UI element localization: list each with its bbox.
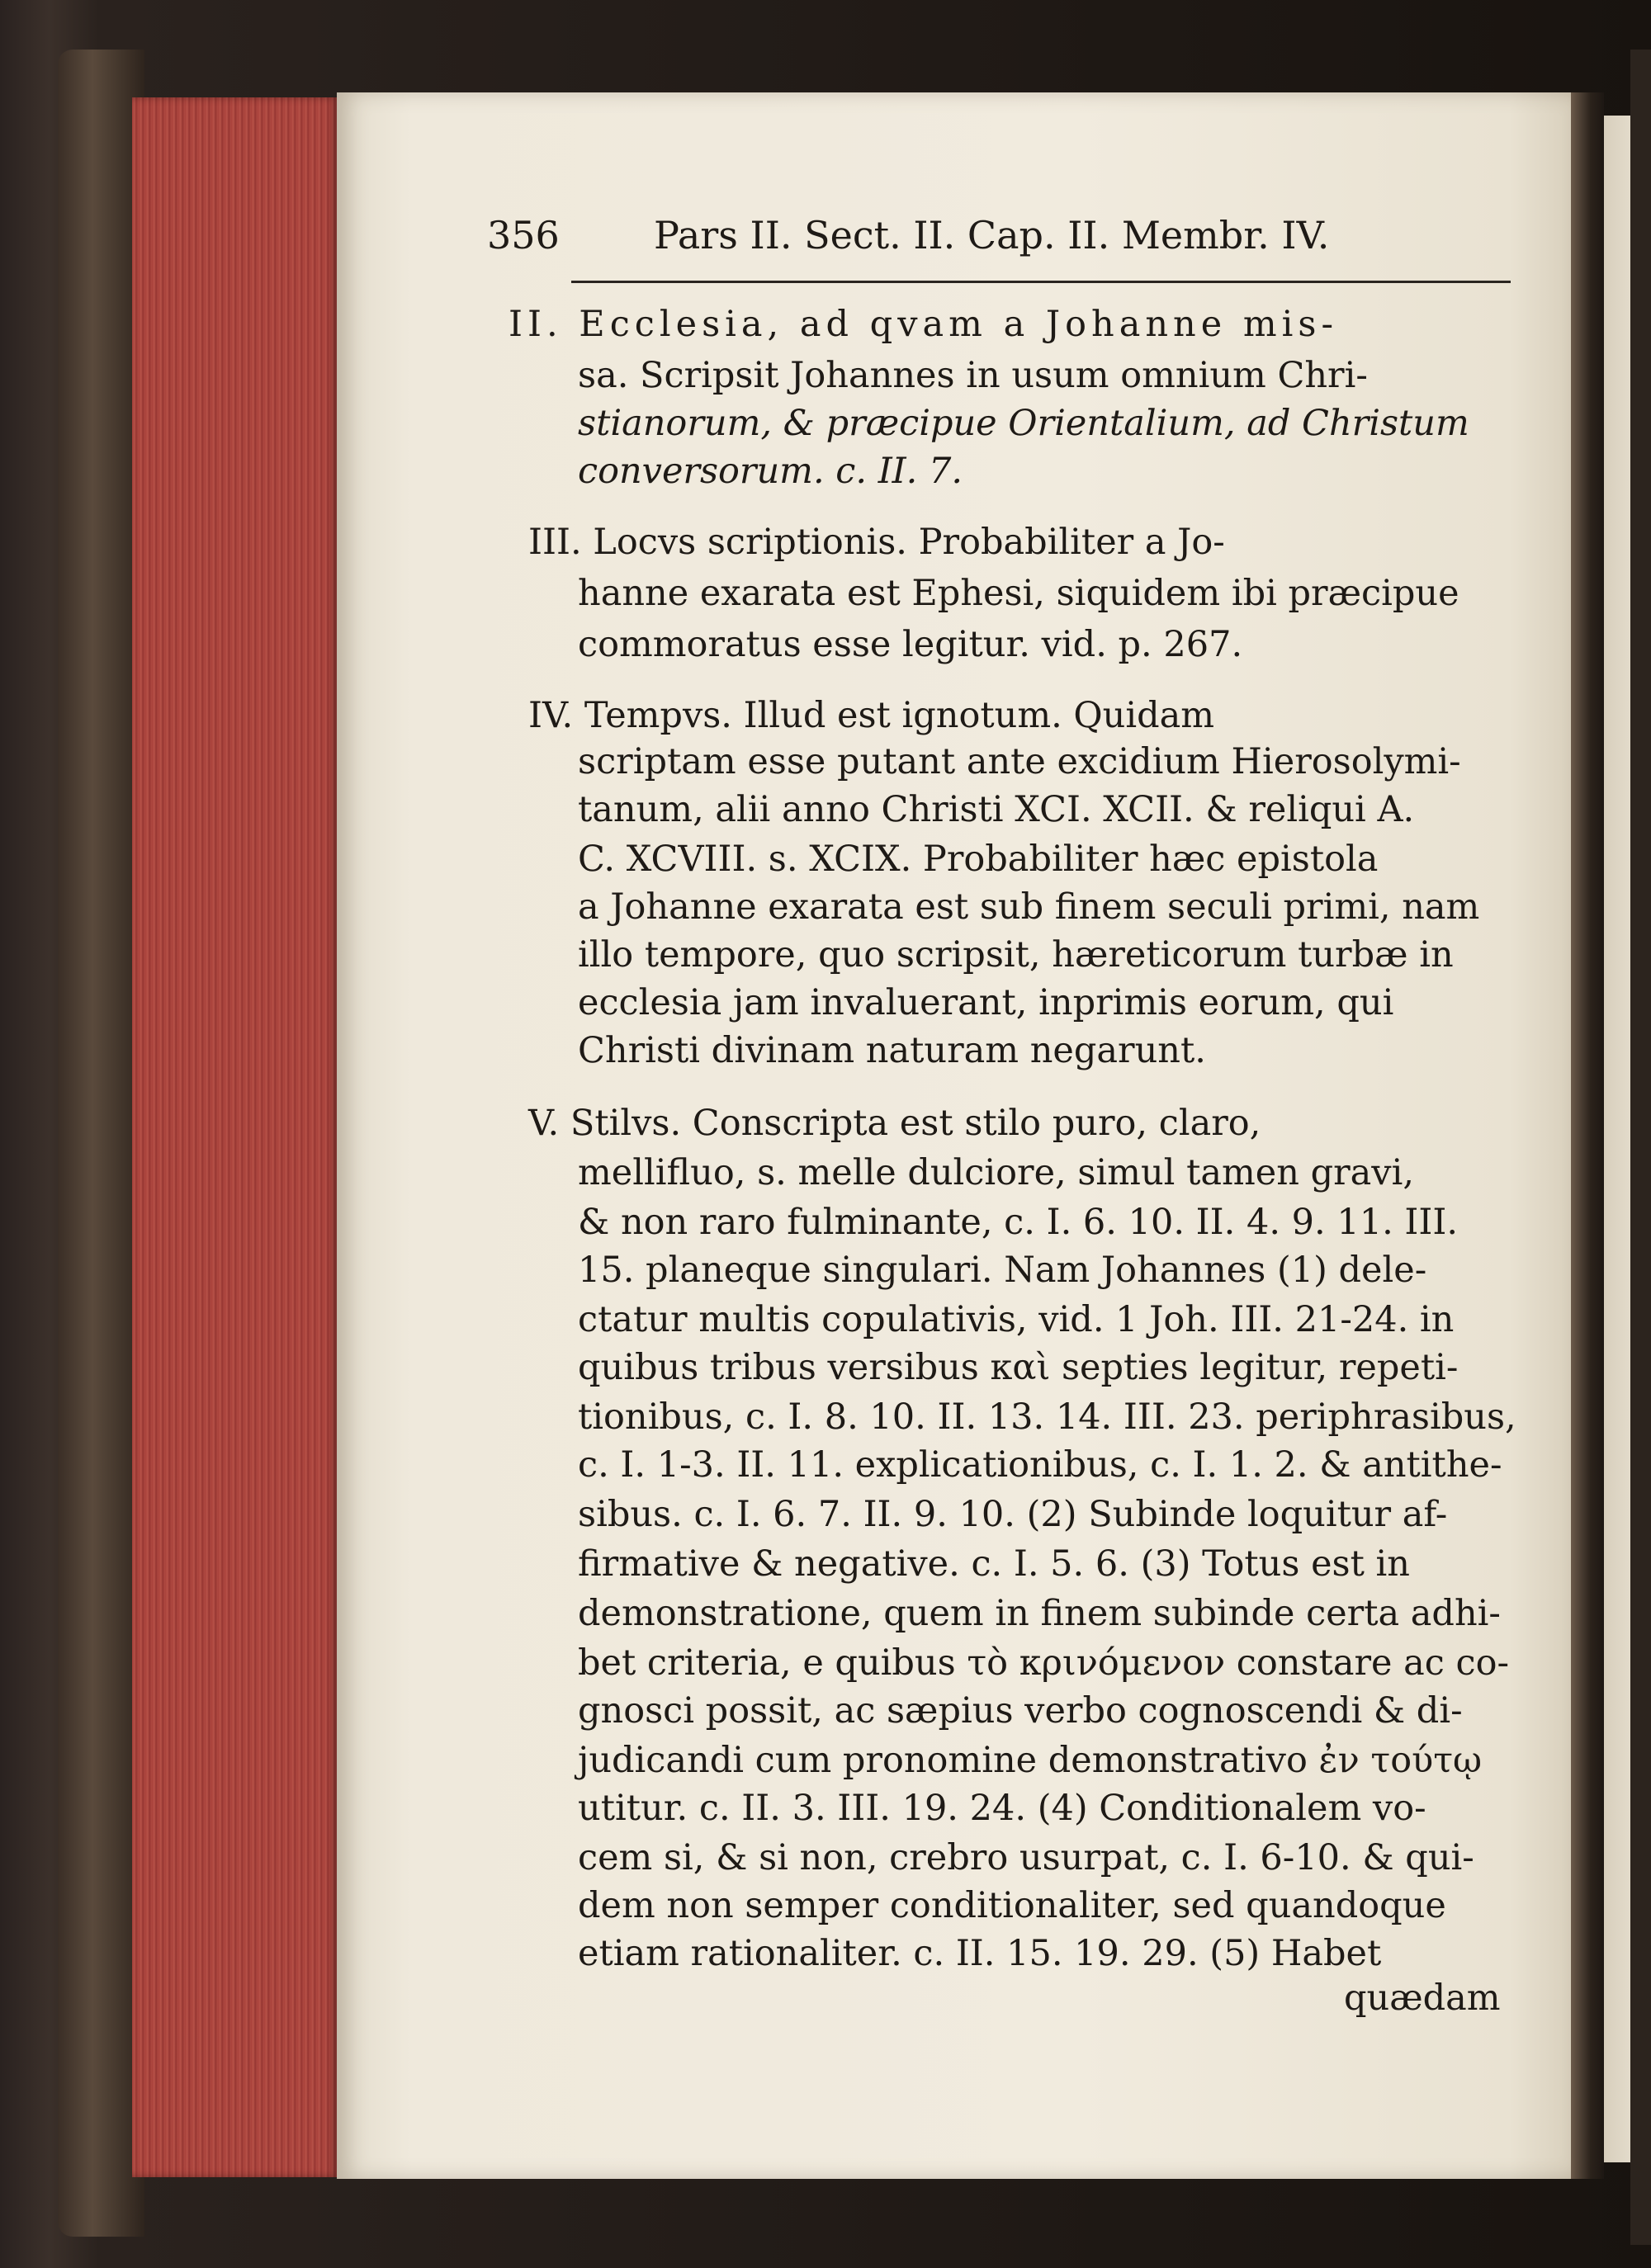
text-line: demonstratione, quem in finem subinde certa adhi- — [578, 1593, 1501, 1634]
text-line: mellifluo, s. melle dulciore, simul tamen gravi, — [578, 1152, 1414, 1193]
text-line: judicandi cum pronomine demonstrativo ἐν τούτῳ — [578, 1740, 1483, 1781]
page-number: 356 — [487, 213, 560, 258]
text-line: scriptam esse putant ante excidium Hierosolymi- — [578, 741, 1461, 782]
text-line: quibus tribus versibus καὶ septies legitur, repeti- — [578, 1347, 1459, 1388]
header-rule — [571, 281, 1511, 283]
text-line: utitur. c. II. 3. III. 19. 24. (4) Conditionalem vo- — [578, 1788, 1426, 1829]
text-line: tionibus, c. I. 8. 10. II. 13. 14. III. 23. periphrasibus, — [578, 1396, 1516, 1438]
text-line: V. Stilvs. Conscripta est stilo puro, claro, — [528, 1103, 1261, 1144]
text-line: hanne exarata est Ephesi, siquidem ibi præcipue — [578, 573, 1459, 614]
text-line: ecclesia jam invaluerant, inprimis eorum, qui — [578, 982, 1394, 1023]
text-line: Christi divinam naturam negarunt. — [578, 1030, 1206, 1071]
text-line: etiam rationaliter. c. II. 15. 19. 29. (5) Habet — [578, 1933, 1382, 1974]
text-line: firmative & negative. c. I. 5. 6. (3) Totus est in — [578, 1543, 1411, 1585]
text-line: sa. Scripsit Johannes in usum omnium Chri- — [578, 355, 1368, 396]
text-line: tanum, alii anno Christi XCI. XCII. & reliqui A. — [578, 789, 1415, 830]
text-line: III. Locvs scriptionis. Probabiliter a Jo- — [528, 522, 1225, 563]
text-line: stianorum, & præcipue Orientalium, ad Christum — [578, 403, 1469, 444]
text-line: bet criteria, e quibus τὸ κρινόμενον constare ac co- — [578, 1642, 1510, 1684]
text-line: c. I. 1-3. II. 11. explicationibus, c. I. 1. 2. & antithe- — [578, 1444, 1502, 1486]
text-line: ctatur multis copulativis, vid. 1 Joh. III. 21-24. in — [578, 1299, 1455, 1340]
text-line: dem non semper conditionaliter, sed quandoque — [578, 1885, 1446, 1926]
running-title: Pars II. Sect. II. Cap. II. Membr. IV. — [654, 213, 1330, 258]
text-line: C. XCVIII. s. XCIX. Probabiliter hæc epistola — [578, 839, 1379, 880]
text-line: cem si, & si non, crebro usurpat, c. I. 6-10. & qui- — [578, 1837, 1474, 1878]
text-line: commoratus esse legitur. vid. p. 267. — [578, 624, 1243, 665]
text-line: IV. Tempvs. Illud est ignotum. Quidam — [528, 695, 1215, 736]
text-line: gnosci possit, ac sæpius verbo cognoscendi & di- — [578, 1690, 1463, 1732]
text-line: illo tempore, quo scripsit, hæreticorum turbæ in — [578, 934, 1454, 976]
text-line: conversorum. c. II. 7. — [578, 451, 963, 492]
catchword: quædam — [1344, 1977, 1501, 2019]
text-line: a Johanne exarata est sub finem seculi primi, nam — [578, 886, 1480, 928]
text-line: 15. planeque singulari. Nam Johannes (1) dele- — [578, 1250, 1427, 1291]
text-line: II. Ecclesia, ad qvam a Johanne mis- — [509, 304, 1338, 345]
text-line: & non raro fulminante, c. I. 6. 10. II. 4. 9. 11. III. — [578, 1202, 1459, 1243]
text-line: sibus. c. I. 6. 7. II. 9. 10. (2) Subinde loquitur af- — [578, 1494, 1448, 1535]
